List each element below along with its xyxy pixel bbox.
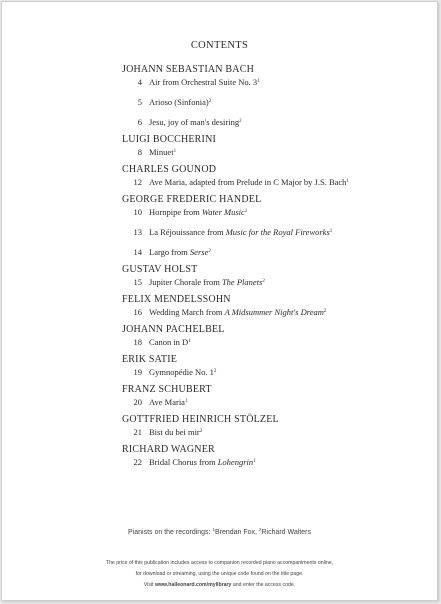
footnote-mark: 2 [258, 527, 262, 532]
work-title: The Planets [221, 277, 263, 287]
toc-entry[interactable] [122, 116, 422, 127]
page-number: 4 [137, 77, 142, 87]
footnote-mark: 1 [253, 459, 256, 464]
work-title: Music for the Royal Fireworks [225, 227, 330, 237]
footnote-mark: 2 [323, 309, 327, 314]
composer-section [122, 164, 422, 187]
composer-section [122, 444, 422, 467]
page-number: 8 [137, 147, 142, 157]
page-number: 13 [133, 227, 142, 237]
composer-name: RICHARD WAGNER [122, 444, 215, 455]
page-number: 20 [133, 397, 142, 407]
visit-text: Visit [143, 582, 155, 588]
composer-section [122, 324, 422, 347]
composer-section [122, 384, 422, 407]
toc-entry[interactable] [122, 176, 422, 187]
piece-title: Bist du bei mir [149, 427, 200, 437]
page-number: 5 [137, 97, 142, 107]
piece-title: Hornpipe from [149, 207, 202, 217]
piece-title: Jesu, joy of man's desiring [149, 117, 240, 127]
pianist-name: Brendan Fox, [214, 529, 259, 536]
access-note-line: for download or streaming, using the unique code found on the title page. [135, 571, 304, 577]
piece-title: La Réjouissance from [149, 227, 226, 237]
composer-name: CHARLES GOUNOD [122, 164, 217, 175]
library-url[interactable]: www.halleonard.com/mylibrary [154, 582, 232, 588]
pianist-name: Richard Walters [261, 529, 311, 536]
page-number: 21 [133, 427, 142, 437]
page-title: CONTENTS [190, 40, 249, 51]
footnote-mark: 2 [208, 99, 212, 104]
piece-title: Gymnopédie No. 1 [149, 367, 214, 377]
composer-name: FRANZ SCHUBERT [122, 384, 212, 395]
composer-section [122, 354, 422, 377]
composer-name: FELIX MENDELSSOHN [122, 294, 231, 305]
piece-title: Minuet [149, 147, 174, 157]
footnote-mark: 2 [262, 279, 265, 284]
toc-entry[interactable] [122, 456, 422, 467]
footnote-mark: 1 [212, 527, 215, 532]
footnote-mark: 2 [208, 249, 211, 254]
composer-section [122, 294, 422, 317]
page-number: 22 [133, 457, 142, 467]
footnote-mark: 1 [188, 339, 191, 344]
page-number: 12 [133, 177, 142, 187]
page-number: 6 [137, 117, 142, 127]
toc-entry[interactable] [122, 396, 422, 407]
access-note-line [2, 580, 437, 591]
piece-title: Jupiter Chorale from [149, 277, 222, 287]
work-title: Serse [189, 247, 209, 257]
toc-entry[interactable] [122, 96, 422, 107]
footnote-mark: 1 [244, 209, 248, 214]
toc-entry[interactable] [122, 226, 422, 237]
composer-section [122, 64, 422, 127]
footnote-mark: 1 [346, 179, 349, 184]
piece-title: Wedding March from [149, 307, 225, 317]
composer-name: GUSTAV HOLST [122, 264, 198, 275]
footnote-mark: 1 [329, 229, 333, 234]
page-number: 10 [133, 207, 142, 217]
toc-entry[interactable] [122, 206, 422, 217]
toc-entry[interactable] [122, 146, 422, 157]
toc-entry[interactable] [122, 366, 422, 377]
access-note-line: The price of this publication includes access to companion recorded piano accompaniments online, [105, 560, 334, 566]
toc-entry[interactable] [122, 246, 422, 257]
toc-entry[interactable] [122, 336, 422, 347]
page-number: 15 [133, 277, 142, 287]
composer-section [122, 414, 422, 437]
toc-entry[interactable] [122, 76, 422, 87]
composer-name: LUIGI BOCCHERINI [122, 134, 217, 145]
pianists-credit [2, 527, 437, 536]
piece-title: Ave Maria [149, 397, 185, 407]
footnote-mark: 1 [257, 79, 260, 84]
toc-entry[interactable] [122, 276, 422, 287]
page-number: 14 [133, 247, 142, 257]
access-note [2, 558, 437, 591]
composer-name: JOHANN SEBASTIAN BACH [122, 64, 254, 75]
page-number: 18 [133, 337, 142, 347]
work-title: Water Music [201, 207, 245, 217]
piece-title: Ave Maria, adapted from Prelude in C Major by J.S. Bach [149, 177, 347, 187]
composer-section [122, 134, 422, 157]
piece-title: Air from Orchestral Suite No. 3 [149, 77, 258, 87]
work-title: Lohengrin [217, 457, 254, 467]
piece-title: Canon in D [149, 337, 189, 347]
page-number: 19 [133, 367, 142, 377]
table-of-contents [122, 64, 422, 474]
composer-section [122, 264, 422, 287]
piece-title: Largo from [149, 247, 190, 257]
composer-name: GOTTFRIED HEINRICH STÖLZEL [122, 414, 279, 425]
composer-name: GEORGE FREDERIC HANDEL [122, 194, 262, 205]
composer-name: JOHANN PACHELBEL [122, 324, 225, 335]
piece-title: Arioso (Sinfonia) [149, 97, 209, 107]
access-text: and enter the access code. [231, 582, 296, 588]
footnote-mark: 1 [184, 399, 188, 404]
piece-title: Bridal Chorus from [149, 457, 218, 467]
footnote-mark: 2 [213, 369, 217, 374]
toc-entry[interactable] [122, 426, 422, 437]
footnote-mark: 2 [239, 119, 242, 124]
work-title: A Midsummer Night's Dream [224, 307, 324, 317]
page [1, 1, 438, 601]
footnote-mark: 1 [173, 149, 177, 154]
composer-name: ERIK SATIE [122, 354, 178, 365]
pianists-prefix: Pianists on the recordings: [128, 529, 213, 536]
footnote-mark: 2 [199, 429, 203, 434]
toc-entry[interactable] [122, 306, 422, 317]
page-number: 16 [133, 307, 142, 317]
composer-section [122, 194, 422, 257]
